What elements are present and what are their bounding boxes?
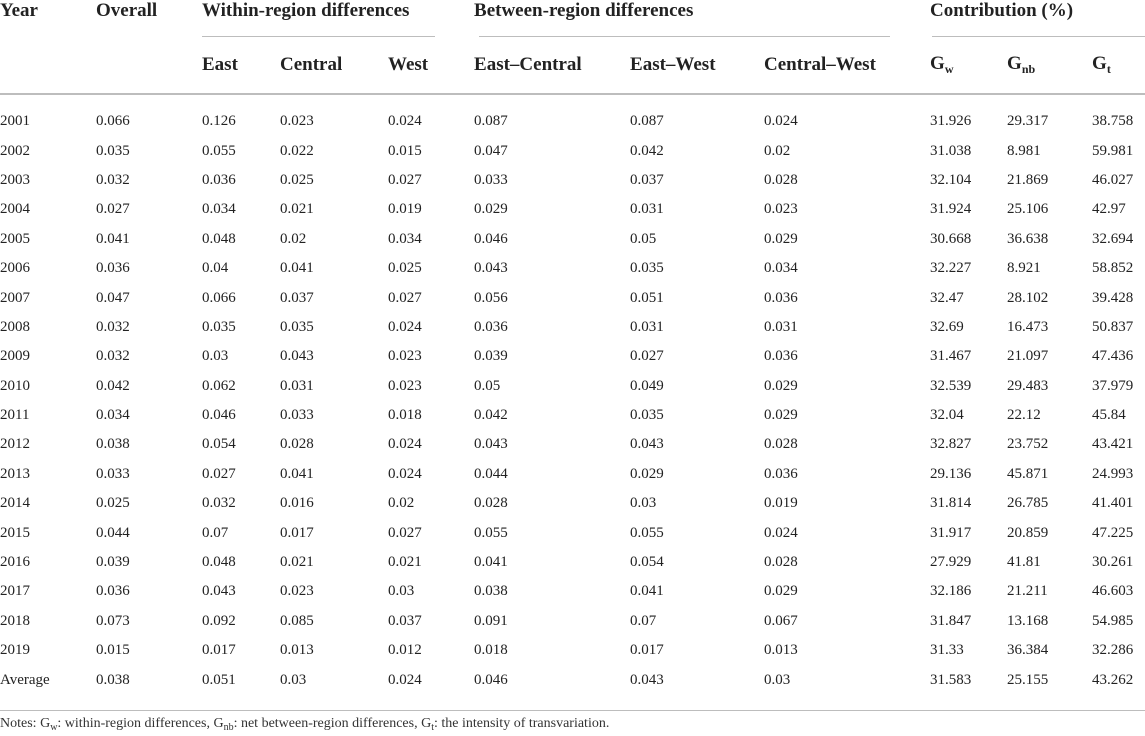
cell-gnb: 21.097 [1007,348,1049,365]
between-span-rule [479,36,890,37]
cell-gw: 31.467 [930,348,972,365]
cell-west: 0.012 [388,642,422,659]
header-overall: Overall [96,0,158,21]
cell-central: 0.041 [280,465,314,482]
cell-central: 0.016 [280,495,314,512]
cell-year: 2011 [0,407,30,424]
cell-east: 0.046 [202,407,236,424]
cell-east: 0.04 [202,260,229,277]
cell-gnb: 16.473 [1007,318,1049,335]
cell-east: 0.03 [202,348,229,365]
cell-east-central: 0.043 [474,260,508,277]
cell-gnb: 29.483 [1007,377,1049,394]
cell-east-west: 0.043 [630,671,664,688]
cell-east-west: 0.03 [630,495,657,512]
cell-central: 0.025 [280,171,314,188]
header-between: Between-region differences [474,0,694,21]
cell-gw: 32.47 [930,289,964,306]
cell-central-west: 0.028 [764,171,798,188]
cell-central: 0.013 [280,642,314,659]
cell-east-west: 0.055 [630,524,664,541]
cell-gt: 32.286 [1092,642,1134,659]
cell-east-west: 0.027 [630,348,664,365]
cell-west: 0.03 [388,583,415,600]
header-central: Central [280,54,343,75]
cell-central-west: 0.029 [764,407,798,424]
cell-overall: 0.027 [96,201,130,218]
cell-overall: 0.032 [96,318,130,335]
cell-east-central: 0.055 [474,524,508,541]
cell-east-central: 0.047 [474,142,508,159]
cell-overall: 0.036 [96,260,130,277]
cell-gt: 38.758 [1092,113,1134,130]
table-body [0,107,1145,695]
cell-east-west: 0.035 [630,260,664,277]
cell-central: 0.031 [280,377,314,394]
cell-central-west: 0.024 [764,524,798,541]
cell-east-west: 0.037 [630,171,664,188]
cell-overall: 0.035 [96,142,130,159]
cell-central: 0.035 [280,318,314,335]
cell-gw: 32.104 [930,171,972,188]
cell-west: 0.024 [388,465,422,482]
cell-central: 0.028 [280,436,314,453]
cell-overall: 0.033 [96,465,130,482]
cell-overall: 0.034 [96,407,130,424]
cell-gw: 31.924 [930,201,972,218]
header-gw: $G_w$ [930,53,954,76]
cell-gw: 30.668 [930,230,972,247]
cell-east-west: 0.035 [630,407,664,424]
cell-central-west: 0.028 [764,436,798,453]
header-within: Within-region differences [202,0,410,21]
cell-year: 2007 [0,289,30,306]
cell-east-west: 0.054 [630,554,664,571]
cell-west: 0.024 [388,113,422,130]
header-row-top [0,0,1145,36]
cell-central-west: 0.028 [764,554,798,571]
cell-gt: 45.84 [1092,407,1126,424]
cell-gt: 46.603 [1092,583,1134,600]
cell-east: 0.017 [202,642,236,659]
cell-year: 2012 [0,436,30,453]
cell-east: 0.054 [202,436,236,453]
cell-east-west: 0.05 [630,230,657,247]
header-east-west: East–West [630,54,716,75]
header-gt: $G_t$ [1092,53,1111,76]
cell-overall: 0.039 [96,554,130,571]
cell-year: 2018 [0,612,30,629]
cell-year: 2002 [0,142,30,159]
cell-east-central: 0.046 [474,671,508,688]
cell-gt: 43.262 [1092,671,1134,688]
cell-east-west: 0.049 [630,377,664,394]
cell-gw: 31.926 [930,113,972,130]
cell-gnb: 26.785 [1007,495,1049,512]
header-year: Year [0,0,38,21]
cell-east-west: 0.017 [630,642,664,659]
cell-west: 0.027 [388,289,422,306]
cell-overall: 0.042 [96,377,130,394]
within-span-rule [202,36,435,37]
table-row [0,430,1145,459]
cell-gt: 41.401 [1092,495,1134,512]
cell-overall: 0.066 [96,113,130,130]
cell-central: 0.041 [280,260,314,277]
cell-gnb: 25.155 [1007,671,1049,688]
table-row [0,136,1145,165]
cell-central: 0.043 [280,348,314,365]
cell-gw: 27.929 [930,554,972,571]
table-row [0,636,1145,665]
cell-central-west: 0.013 [764,642,798,659]
table-row [0,107,1145,136]
cell-gnb: 28.102 [1007,289,1049,306]
cell-year: 2010 [0,377,30,394]
cell-gnb: 36.638 [1007,230,1049,247]
cell-central: 0.033 [280,407,314,424]
cell-west: 0.023 [388,348,422,365]
cell-gw: 31.33 [930,642,964,659]
cell-overall: 0.032 [96,348,130,365]
table-row [0,342,1145,371]
cell-east-central: 0.044 [474,465,508,482]
cell-gw: 29.136 [930,465,972,482]
cell-central-west: 0.029 [764,230,798,247]
cell-central-west: 0.029 [764,583,798,600]
cell-year: 2013 [0,465,30,482]
cell-year: 2004 [0,201,30,218]
table-row [0,665,1145,694]
cell-overall: 0.041 [96,230,130,247]
cell-west: 0.027 [388,171,422,188]
cell-east-west: 0.031 [630,201,664,218]
cell-east: 0.034 [202,201,236,218]
cell-gt: 50.837 [1092,318,1134,335]
cell-year: 2009 [0,348,30,365]
table-row [0,195,1145,224]
cell-gnb: 20.859 [1007,524,1049,541]
cell-central-west: 0.023 [764,201,798,218]
cell-central-west: 0.029 [764,377,798,394]
cell-west: 0.024 [388,318,422,335]
header-rule [0,93,1145,94]
cell-gw: 31.917 [930,524,972,541]
cell-gnb: 25.106 [1007,201,1049,218]
cell-west: 0.019 [388,201,422,218]
table-row [0,577,1145,606]
cell-east: 0.048 [202,554,236,571]
cell-east-central: 0.05 [474,377,501,394]
header-central-west: Central–West [764,54,876,75]
cell-central: 0.03 [280,671,307,688]
cell-central-west: 0.03 [764,671,791,688]
cell-gnb: 8.921 [1007,260,1041,277]
cell-east-west: 0.07 [630,612,657,629]
cell-east: 0.027 [202,465,236,482]
cell-east-central: 0.056 [474,289,508,306]
cell-west: 0.024 [388,436,422,453]
cell-gnb: 45.871 [1007,465,1049,482]
cell-central-west: 0.036 [764,289,798,306]
cell-gnb: 8.981 [1007,142,1041,159]
cell-gw: 31.583 [930,671,972,688]
cell-west: 0.037 [388,612,422,629]
cell-overall: 0.073 [96,612,130,629]
cell-gw: 32.227 [930,260,972,277]
cell-central: 0.02 [280,230,307,247]
cell-east-central: 0.041 [474,554,508,571]
header-gnb: $G_{nb}$ [1007,53,1036,76]
cell-gw: 32.69 [930,318,964,335]
table-row [0,313,1145,342]
cell-east: 0.043 [202,583,236,600]
cell-central: 0.085 [280,612,314,629]
cell-east-central: 0.039 [474,348,508,365]
cell-east: 0.066 [202,289,236,306]
cell-east-central: 0.046 [474,230,508,247]
cell-east: 0.048 [202,230,236,247]
cell-east-central: 0.036 [474,318,508,335]
cell-overall: 0.015 [96,642,130,659]
cell-gw: 31.038 [930,142,972,159]
table-row [0,254,1145,283]
table-row [0,518,1145,547]
cell-east-central: 0.038 [474,583,508,600]
cell-west: 0.034 [388,230,422,247]
cell-east-central: 0.029 [474,201,508,218]
header-east: East [202,54,238,75]
cell-year: 2016 [0,554,30,571]
cell-gnb: 36.384 [1007,642,1049,659]
cell-east-west: 0.041 [630,583,664,600]
table-row [0,460,1145,489]
cell-central-west: 0.034 [764,260,798,277]
cell-overall: 0.044 [96,524,130,541]
cell-gt: 47.225 [1092,524,1134,541]
cell-central-west: 0.036 [764,465,798,482]
header-west: West [388,54,429,75]
cell-year: 2008 [0,318,30,335]
cell-year: 2003 [0,171,30,188]
cell-west: 0.018 [388,407,422,424]
cell-year: Average [0,671,50,688]
cell-central: 0.021 [280,201,314,218]
cell-east-central: 0.091 [474,612,508,629]
table-row [0,166,1145,195]
cell-central: 0.023 [280,113,314,130]
cell-gt: 39.428 [1092,289,1134,306]
cell-gw: 32.539 [930,377,972,394]
cell-central-west: 0.024 [764,113,798,130]
cell-gt: 43.421 [1092,436,1134,453]
cell-central: 0.023 [280,583,314,600]
table-row [0,548,1145,577]
cell-year: 2005 [0,230,30,247]
cell-east-west: 0.042 [630,142,664,159]
cell-east-west: 0.043 [630,436,664,453]
table-row [0,489,1145,518]
cell-year: 2006 [0,260,30,277]
cell-overall: 0.038 [96,671,130,688]
table-bottom-rule [0,710,1145,711]
cell-gt: 46.027 [1092,171,1134,188]
cell-east-central: 0.087 [474,113,508,130]
cell-gnb: 22.12 [1007,407,1041,424]
cell-overall: 0.032 [96,171,130,188]
cell-east: 0.062 [202,377,236,394]
cell-year: 2001 [0,113,30,130]
cell-gw: 31.814 [930,495,972,512]
cell-central-west: 0.031 [764,318,798,335]
cell-central-west: 0.036 [764,348,798,365]
cell-east-west: 0.051 [630,289,664,306]
cell-central: 0.021 [280,554,314,571]
cell-year: 2019 [0,642,30,659]
cell-west: 0.027 [388,524,422,541]
cell-east: 0.092 [202,612,236,629]
cell-west: 0.024 [388,671,422,688]
cell-central: 0.037 [280,289,314,306]
table-row [0,225,1145,254]
contribution-span-rule [932,36,1145,37]
cell-gw: 31.847 [930,612,972,629]
cell-gw: 32.04 [930,407,964,424]
cell-gt: 24.993 [1092,465,1134,482]
table-row [0,607,1145,636]
cell-year: 2014 [0,495,30,512]
cell-overall: 0.038 [96,436,130,453]
cell-west: 0.015 [388,142,422,159]
cell-west: 0.021 [388,554,422,571]
cell-year: 2015 [0,524,30,541]
cell-east-west: 0.029 [630,465,664,482]
cell-west: 0.025 [388,260,422,277]
table-row [0,372,1145,401]
cell-east-central: 0.018 [474,642,508,659]
header-row-sub [0,36,1145,95]
cell-gnb: 13.168 [1007,612,1049,629]
cell-central-west: 0.02 [764,142,791,159]
cell-gnb: 21.869 [1007,171,1049,188]
table-row [0,283,1145,312]
cell-east: 0.035 [202,318,236,335]
cell-overall: 0.047 [96,289,130,306]
cell-west: 0.023 [388,377,422,394]
cell-central: 0.017 [280,524,314,541]
cell-central: 0.022 [280,142,314,159]
cell-gt: 32.694 [1092,230,1134,247]
cell-west: 0.02 [388,495,415,512]
cell-east: 0.126 [202,113,236,130]
table-row [0,401,1145,430]
header-contribution: Contribution (%) [930,0,1074,21]
cell-east-central: 0.043 [474,436,508,453]
cell-east: 0.051 [202,671,236,688]
cell-central-west: 0.067 [764,612,798,629]
cell-gw: 32.827 [930,436,972,453]
cell-gt: 30.261 [1092,554,1134,571]
cell-east: 0.07 [202,524,229,541]
cell-gnb: 41.81 [1007,554,1041,571]
cell-east: 0.055 [202,142,236,159]
table-notes: Notes: $G_w$: within-region differences, $G_{nb}$: net between-region differences, $G_t$: the intensity of transvariation. [0,716,610,733]
header-east-central: East–Central [474,54,582,75]
cell-east-central: 0.042 [474,407,508,424]
cell-gt: 58.852 [1092,260,1134,277]
cell-gt: 54.985 [1092,612,1134,629]
cell-east-central: 0.033 [474,171,508,188]
cell-overall: 0.036 [96,583,130,600]
cell-gnb: 21.211 [1007,583,1048,600]
cell-gw: 32.186 [930,583,972,600]
cell-gt: 47.436 [1092,348,1134,365]
cell-east-west: 0.087 [630,113,664,130]
cell-gt: 59.981 [1092,142,1134,159]
cell-east-central: 0.028 [474,495,508,512]
cell-east-west: 0.031 [630,318,664,335]
cell-gt: 37.979 [1092,377,1134,394]
cell-east: 0.036 [202,171,236,188]
cell-central-west: 0.019 [764,495,798,512]
cell-year: 2017 [0,583,30,600]
cell-gnb: 23.752 [1007,436,1049,453]
cell-gnb: 29.317 [1007,113,1049,130]
cell-gt: 42.97 [1092,201,1126,218]
cell-east: 0.032 [202,495,236,512]
cell-overall: 0.025 [96,495,130,512]
